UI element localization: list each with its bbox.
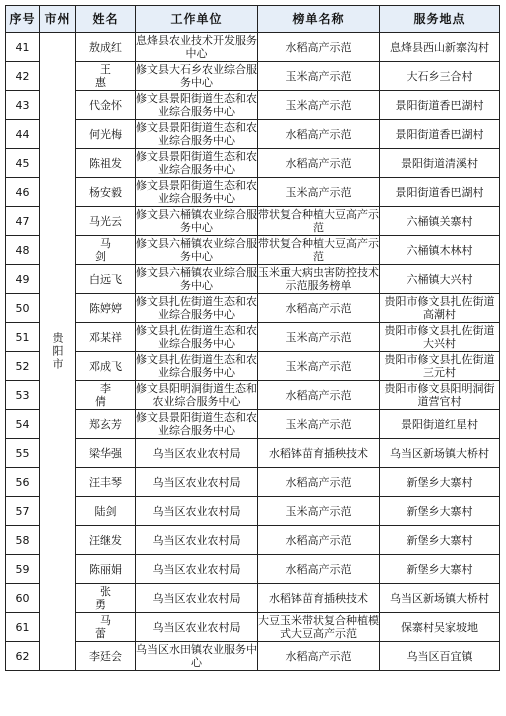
list-cell: 玉米高产示范 <box>258 352 380 381</box>
list-cell: 玉米高产示范 <box>258 410 380 439</box>
list-cell: 玉米高产示范 <box>258 323 380 352</box>
name-cell: 陈祖发 <box>76 149 136 178</box>
seq-cell: 46 <box>6 178 40 207</box>
name-cell: 陆剑 <box>76 497 136 526</box>
seq-cell: 52 <box>6 352 40 381</box>
table-body <box>6 33 500 671</box>
unit-cell: 修文县景阳街道生态和农业综合服务中心 <box>136 121 257 147</box>
unit-cell: 乌当区农业农村局 <box>136 526 258 555</box>
unit-cell: 修文县景阳街道生态和农业综合服务中心 <box>136 179 257 205</box>
unit-cell: 修文县景阳街道生态和农业综合服务中心 <box>136 411 257 437</box>
list-cell: 水稻高产示范 <box>258 526 380 555</box>
name-cell: 李 倩 <box>76 381 136 410</box>
unit-cell: 修文县六桶镇农业综合服务中心 <box>136 208 257 234</box>
table-row <box>6 33 500 62</box>
name-cell: 杨安毅 <box>76 178 136 207</box>
table-row <box>6 91 500 120</box>
unit-cell: 修文县景阳街道生态和农业综合服务中心 <box>136 150 257 176</box>
place-cell: 景阳街道香巴湖村 <box>380 120 500 149</box>
seq-cell: 44 <box>6 120 40 149</box>
name-cell: 陈丽娟 <box>76 555 136 584</box>
city-cell: 贵阳市 <box>40 33 76 671</box>
unit-cell: 修文县六桶镇农业综合服务中心 <box>136 237 257 263</box>
table-row <box>6 410 500 439</box>
place-cell: 景阳街道红星村 <box>380 410 500 439</box>
table-row <box>6 497 500 526</box>
seq-cell: 61 <box>6 613 40 642</box>
unit-cell: 修文县扎佐街道生态和农业综合服务中心 <box>136 353 257 379</box>
seq-cell: 45 <box>6 149 40 178</box>
place-cell: 新堡乡大寨村 <box>380 497 500 526</box>
list-cell: 水稻高产示范 <box>258 555 380 584</box>
place-cell: 贵阳市修文县扎佐街道三元村 <box>380 352 500 381</box>
place-cell: 贵阳市修文县扎佐街道大兴村 <box>380 323 500 352</box>
name-cell: 邓成飞 <box>76 352 136 381</box>
list-cell: 水稻高产示范 <box>258 381 380 410</box>
seq-cell: 53 <box>6 381 40 410</box>
place-cell: 景阳街道香巴湖村 <box>380 178 500 207</box>
seq-cell: 41 <box>6 33 40 62</box>
unit-cell: 修文县六桶镇农业综合服务中心 <box>136 266 257 292</box>
list-cell: 玉米重大病虫害防控技术示范服务榜单 <box>258 266 379 292</box>
table-row <box>6 323 500 352</box>
table-row <box>6 468 500 497</box>
list-cell: 水稻钵苗育插秧技术 <box>258 439 380 468</box>
name-cell: 王 惠 <box>76 62 136 91</box>
unit-cell: 修文县大石乡农业综合服务中心 <box>136 63 257 89</box>
table-container <box>5 5 500 671</box>
seq-cell: 50 <box>6 294 40 323</box>
header-name: 姓名 <box>76 6 136 33</box>
name-cell: 汪丰琴 <box>76 468 136 497</box>
seq-cell: 59 <box>6 555 40 584</box>
list-cell: 带状复合种植大豆高产示范 <box>258 237 379 263</box>
seq-cell: 49 <box>6 265 40 294</box>
seq-cell: 54 <box>6 410 40 439</box>
table-row <box>6 381 500 410</box>
unit-cell: 乌当区农业农村局 <box>136 468 258 497</box>
table-row <box>6 584 500 613</box>
unit-cell: 修文县阳明洞街道生态和农业综合服务中心 <box>136 382 257 408</box>
table-row <box>6 120 500 149</box>
list-cell: 水稻钵苗育插秧技术 <box>258 584 380 613</box>
place-cell: 新堡乡大寨村 <box>380 526 500 555</box>
seq-cell: 60 <box>6 584 40 613</box>
unit-cell: 修文县景阳街道生态和农业综合服务中心 <box>136 92 257 118</box>
name-cell: 郑玄芳 <box>76 410 136 439</box>
list-cell: 水稻高产示范 <box>258 120 380 149</box>
name-cell: 马 剑 <box>76 236 136 265</box>
name-cell: 邓某祥 <box>76 323 136 352</box>
unit-cell: 乌当区农业农村局 <box>136 555 258 584</box>
seq-cell: 58 <box>6 526 40 555</box>
unit-cell: 乌当区农业农村局 <box>136 613 258 642</box>
table-row <box>6 62 500 91</box>
place-cell: 六桶镇木林村 <box>380 236 500 265</box>
seq-cell: 51 <box>6 323 40 352</box>
name-cell: 张 勇 <box>76 584 136 613</box>
name-cell: 陈婷婷 <box>76 294 136 323</box>
place-cell: 六桶镇关寨村 <box>380 207 500 236</box>
place-cell: 六桶镇大兴村 <box>380 265 500 294</box>
table-row <box>6 207 500 236</box>
place-cell: 新堡乡大寨村 <box>380 555 500 584</box>
table-row <box>6 178 500 207</box>
header-seq: 序号 <box>6 6 40 33</box>
list-cell: 玉米高产示范 <box>258 178 380 207</box>
place-cell: 乌当区新场镇大桥村 <box>380 584 500 613</box>
list-cell: 水稻高产示范 <box>258 642 380 671</box>
list-cell: 水稻高产示范 <box>258 149 380 178</box>
list-cell: 大豆玉米带状复合种植模式大豆高产示范 <box>258 614 379 640</box>
seq-cell: 55 <box>6 439 40 468</box>
seq-cell: 42 <box>6 62 40 91</box>
place-cell: 贵阳市修文县阳明洞街道营官村 <box>380 381 500 410</box>
place-cell: 保寨村吴家坡地 <box>380 613 500 642</box>
unit-cell: 乌当区农业农村局 <box>136 497 258 526</box>
table-row <box>6 352 500 381</box>
table-row <box>6 294 500 323</box>
place-cell: 景阳街道香巴湖村 <box>380 91 500 120</box>
unit-cell: 息烽县农业技术开发服务中心 <box>136 34 257 60</box>
name-cell: 何光梅 <box>76 120 136 149</box>
unit-cell: 修文县扎佐街道生态和农业综合服务中心 <box>136 324 257 350</box>
place-cell: 新堡乡大寨村 <box>380 468 500 497</box>
unit-cell: 乌当区水田镇农业服务中心 <box>136 643 257 669</box>
header-row <box>6 6 500 33</box>
header-list: 榜单名称 <box>258 6 380 33</box>
header-unit: 工作单位 <box>136 6 258 33</box>
list-cell: 玉米高产示范 <box>258 62 380 91</box>
table-row <box>6 439 500 468</box>
name-cell: 李廷会 <box>76 642 136 671</box>
place-cell: 景阳街道清溪村 <box>380 149 500 178</box>
place-cell: 贵阳市修文县扎佐街道高潮村 <box>380 294 500 323</box>
seq-cell: 48 <box>6 236 40 265</box>
table-row <box>6 265 500 294</box>
place-cell: 大石乡三合村 <box>380 62 500 91</box>
list-cell: 带状复合种植大豆高产示范 <box>258 208 379 234</box>
table-row <box>6 149 500 178</box>
table-row <box>6 526 500 555</box>
name-cell: 马光云 <box>76 207 136 236</box>
place-cell: 乌当区新场镇大桥村 <box>380 439 500 468</box>
unit-cell: 修文县扎佐街道生态和农业综合服务中心 <box>136 295 257 321</box>
header-city: 市州 <box>40 6 76 33</box>
name-cell: 马 蕾 <box>76 613 136 642</box>
seq-cell: 57 <box>6 497 40 526</box>
list-cell: 玉米高产示范 <box>258 91 380 120</box>
seq-cell: 62 <box>6 642 40 671</box>
list-cell: 玉米高产示范 <box>258 497 380 526</box>
name-cell: 梁华强 <box>76 439 136 468</box>
name-cell: 敖成红 <box>76 33 136 62</box>
name-cell: 汪继发 <box>76 526 136 555</box>
name-cell: 白远飞 <box>76 265 136 294</box>
list-cell: 水稻高产示范 <box>258 468 380 497</box>
seq-cell: 56 <box>6 468 40 497</box>
seq-cell: 47 <box>6 207 40 236</box>
table-row <box>6 236 500 265</box>
honor-list-table <box>5 5 500 671</box>
name-cell: 代金怀 <box>76 91 136 120</box>
header-place: 服务地点 <box>380 6 500 33</box>
seq-cell: 43 <box>6 91 40 120</box>
unit-cell: 乌当区农业农村局 <box>136 584 258 613</box>
list-cell: 水稻高产示范 <box>258 33 380 62</box>
place-cell: 乌当区百宜镇 <box>380 642 500 671</box>
table-row <box>6 642 500 671</box>
unit-cell: 乌当区农业农村局 <box>136 439 258 468</box>
list-cell: 水稻高产示范 <box>258 294 380 323</box>
table-row <box>6 555 500 584</box>
place-cell: 息烽县西山新寨沟村 <box>380 33 500 62</box>
table-row <box>6 613 500 642</box>
